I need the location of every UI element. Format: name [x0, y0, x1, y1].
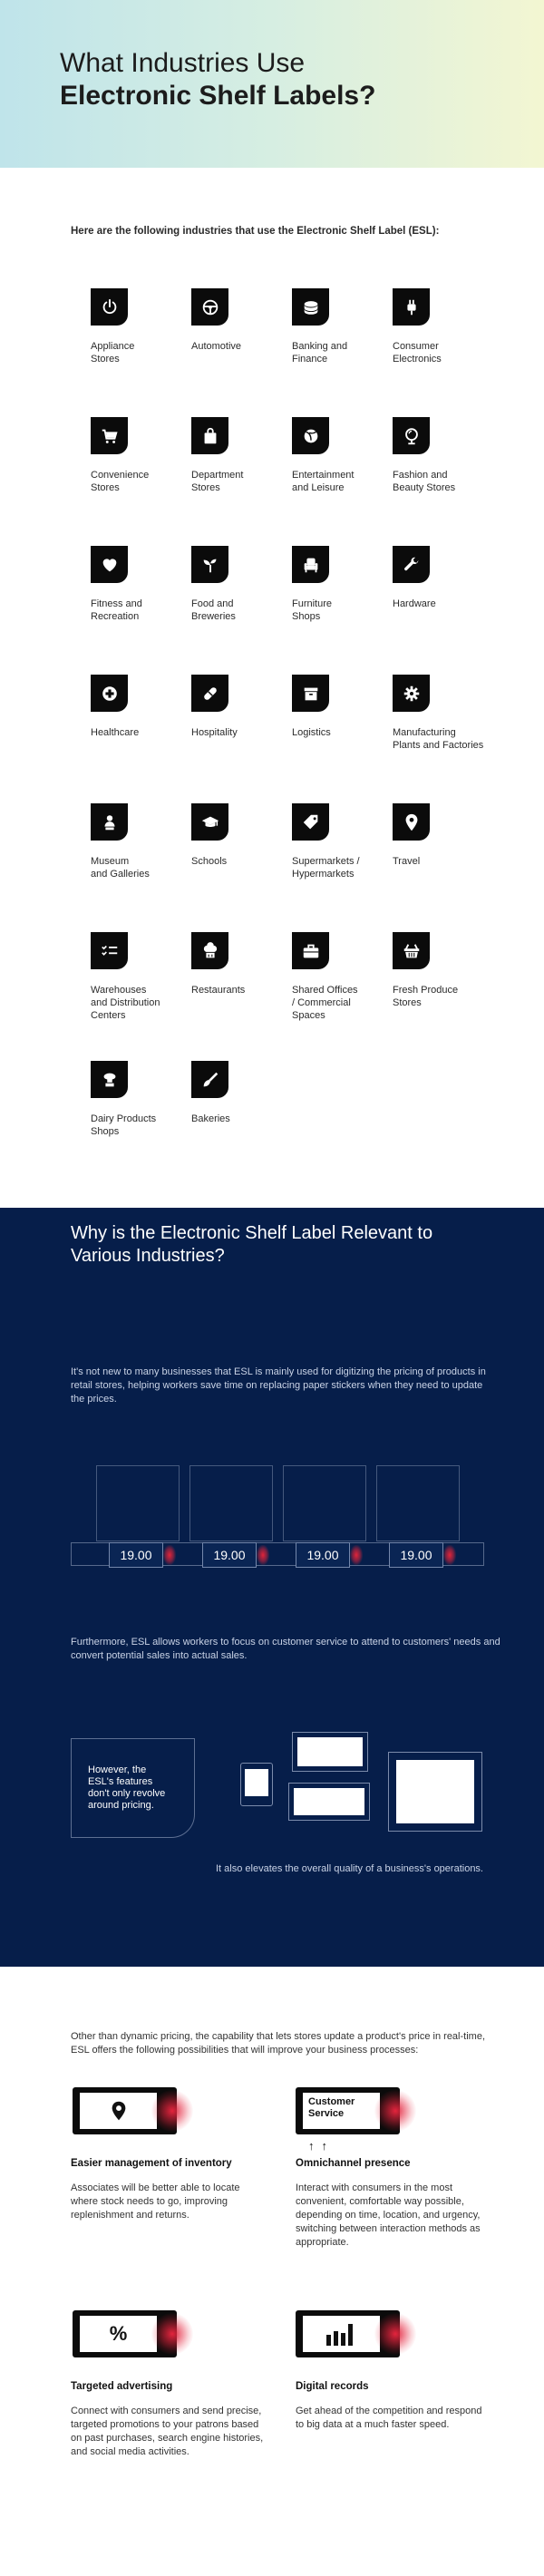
plug-icon: [393, 288, 430, 326]
industries-section: [0, 168, 544, 1208]
page-title: [60, 47, 375, 112]
industry-item: [393, 675, 492, 752]
industry-item: [91, 417, 190, 494]
industry-label: Appliance Stores: [91, 341, 135, 365]
chef-hat-icon: [191, 932, 228, 969]
ball-icon: [292, 417, 329, 454]
esl-price-tag: 19.00: [109, 1542, 163, 1568]
industry-label: Fresh Produce Stores: [393, 985, 459, 1008]
industry-item: [292, 546, 392, 623]
feature-inventory: [71, 2158, 266, 2222]
industry-label: Bakeries: [191, 1113, 230, 1124]
cheese-icon: [91, 1061, 128, 1098]
led-glow: [374, 2090, 416, 2132]
briefcase-icon: [292, 932, 329, 969]
industry-item: [393, 932, 492, 1009]
industry-label: Consumer Electronics: [393, 341, 442, 365]
hero-header: [0, 0, 544, 168]
possibilities-lead: Other than dynamic pricing, the capability that lets stores update a product's price in real-time, ESL offers the following possibilities that will improve your business processes:: [71, 2031, 485, 2056]
esl-price-tag: 19.00: [296, 1542, 350, 1568]
led-glow: [350, 1545, 363, 1565]
large-display-device: [388, 1752, 482, 1832]
esl-price-tag: 19.00: [202, 1542, 257, 1568]
feature-title: Targeted advertising: [71, 2381, 173, 2392]
bar-chart-icon: [325, 2322, 359, 2346]
arrow-up-icon: ↑↑: [308, 2139, 335, 2153]
industry-item: [393, 546, 492, 610]
pastry-brush-icon: [191, 1061, 228, 1098]
industry-item: [393, 417, 492, 494]
price-tag-icon: [292, 803, 329, 841]
title-line-1: What Industries Use: [60, 48, 306, 78]
led-glow: [151, 2313, 193, 2355]
monitor-device: [288, 1783, 370, 1821]
industry-label: Shared Offices / Commercial Spaces: [292, 985, 358, 1021]
industry-item: [91, 803, 190, 880]
tag-screen: [303, 2093, 380, 2129]
industry-label: Dairy Products Shops: [91, 1113, 157, 1137]
industry-label: Travel: [393, 856, 421, 867]
industry-item: [191, 288, 291, 353]
tablet-device: [240, 1763, 273, 1806]
industry-item: [292, 288, 392, 365]
shopping-bag-icon: [191, 417, 228, 454]
feature-title: Digital records: [296, 2381, 369, 2392]
tag-screen: [80, 2316, 157, 2352]
industry-label: Hospitality: [191, 727, 238, 738]
led-glow: [443, 1545, 456, 1565]
industry-label: Food and Breweries: [191, 598, 236, 622]
industry-item: [393, 803, 492, 868]
industry-label: Logistics: [292, 727, 331, 738]
shelf-product-frame: [96, 1465, 180, 1541]
location-pin-icon: [111, 2101, 127, 2121]
esl-tag-illustration: [73, 2310, 177, 2357]
tag-screen: [80, 2093, 157, 2129]
industry-item: [292, 803, 392, 880]
industry-item: [191, 417, 291, 494]
industry-label: Healthcare: [91, 727, 140, 738]
led-glow: [257, 1545, 269, 1565]
industry-label: Schools: [191, 856, 228, 867]
relevance-paragraph-1: It's not new to many businesses that ESL is mainly used for digitizing the pricing of products in retail stores, helping workers save time on replacing paper stickers when they need to update the prices.: [71, 1366, 486, 1405]
mirror-icon: [393, 417, 430, 454]
industry-label: Banking and Finance: [292, 341, 348, 365]
led-glow: [151, 2090, 193, 2132]
industries-intro: Here are the following industries that use the Electronic Shelf Label (ESL):: [71, 226, 440, 237]
monitor-device: [292, 1732, 368, 1772]
graduation-cap-icon: [191, 803, 228, 841]
industry-item: [191, 546, 291, 623]
led-glow: [163, 1545, 176, 1565]
industry-label: Automotive: [191, 341, 242, 352]
industry-item: [91, 675, 190, 739]
industry-label: Fitness and Recreation: [91, 598, 142, 622]
shelf-product-frame: [283, 1465, 366, 1541]
box-icon: [292, 675, 329, 712]
industry-label: Convenience Stores: [91, 470, 150, 493]
power-icon: [91, 288, 128, 326]
percent-icon: %: [109, 2322, 128, 2345]
relevance-paragraph-3: It also elevates the overall quality of a business's operations.: [216, 1863, 483, 1874]
industry-label: Supermarkets / Hypermarkets: [292, 856, 360, 880]
feature-text: Interact with consumers in the most convenient, comfortable way possible, depending on time, location, and urgency, switching between interaction methods as appropriate.: [296, 2182, 481, 2248]
industry-item: [91, 546, 190, 623]
industry-label: Museum and Galleries: [91, 856, 150, 880]
industry-item: [393, 288, 492, 365]
heart-icon: [91, 546, 128, 583]
esl-price-tag: 19.00: [389, 1542, 443, 1568]
industry-label: Furniture Shops: [292, 598, 333, 622]
feature-text: Connect with consumers and send precise, targeted promotions to your patrons based on past purchases, search engine histories, and social media activities.: [71, 2406, 264, 2457]
feature-text: Associates will be better able to locate where stock needs to go, improving replenishment and returns.: [71, 2182, 240, 2221]
shelf-product-frame: [189, 1465, 273, 1541]
esl-tag-illustration: [73, 2087, 177, 2134]
cart-icon: [91, 417, 128, 454]
industry-item: [91, 288, 190, 365]
industry-label: Hardware: [393, 598, 436, 609]
led-glow: [374, 2313, 416, 2355]
industry-label: Manufacturing Plants and Factories: [393, 727, 484, 751]
map-pin-icon: [393, 803, 430, 841]
relevance-section: [0, 1208, 544, 1967]
industry-item: [292, 417, 392, 494]
industry-label: Warehouses and Distribution Centers: [91, 985, 160, 1021]
coins-icon: [292, 288, 329, 326]
esl-tag-illustration: [296, 2310, 400, 2357]
wrench-icon: [393, 546, 430, 583]
feature-digital-records: [296, 2381, 491, 2432]
industry-item: [91, 932, 190, 1022]
industry-item: [91, 1061, 190, 1138]
feature-text: Get ahead of the competition and respond to big data at a much faster speed.: [296, 2406, 482, 2430]
feature-title: Omnichannel presence: [296, 2158, 411, 2169]
armchair-icon: [292, 546, 329, 583]
pill-icon: [191, 675, 228, 712]
industry-label: Department Stores: [191, 470, 244, 493]
feature-advertising: [71, 2381, 266, 2459]
industry-label: Fashion and Beauty Stores: [393, 470, 456, 493]
industry-item: [191, 675, 291, 739]
industry-item: [191, 1061, 291, 1125]
shelf-product-frame: [376, 1465, 460, 1541]
gear-icon: [393, 675, 430, 712]
tag-screen: [303, 2316, 380, 2352]
possibilities-section: [0, 1967, 544, 2576]
feature-title: Easier management of inventory: [71, 2158, 232, 2169]
feature-omnichannel: [296, 2158, 491, 2250]
industry-label: Restaurants: [191, 985, 246, 996]
pricing-callout: [71, 1738, 195, 1838]
tag-screen-text: Customer Service: [308, 2096, 355, 2119]
basket-icon: [393, 932, 430, 969]
industry-item: [292, 675, 392, 739]
sprout-icon: [191, 546, 228, 583]
esl-tag-illustration: [296, 2087, 400, 2134]
relevance-paragraph-2: Furthermore, ESL allows workers to focus on customer service to attend to customers' needs and convert potential sales into actual sales.: [71, 1637, 500, 1661]
industry-item: [292, 932, 392, 1022]
callout-text: However, the ESL's features don't only revolve around pricing.: [88, 1764, 166, 1811]
medical-cross-icon: [91, 675, 128, 712]
industry-label: Entertainment and Leisure: [292, 470, 355, 493]
industry-item: [191, 932, 291, 996]
bust-icon: [91, 803, 128, 841]
relevance-title: Why is the Electronic Shelf Label Relevant to Various Industries?: [71, 1223, 433, 1266]
checklist-icon: [91, 932, 128, 969]
title-line-2: Electronic Shelf Labels?: [60, 81, 376, 111]
steering-wheel-icon: [191, 288, 228, 326]
industry-item: [191, 803, 291, 868]
